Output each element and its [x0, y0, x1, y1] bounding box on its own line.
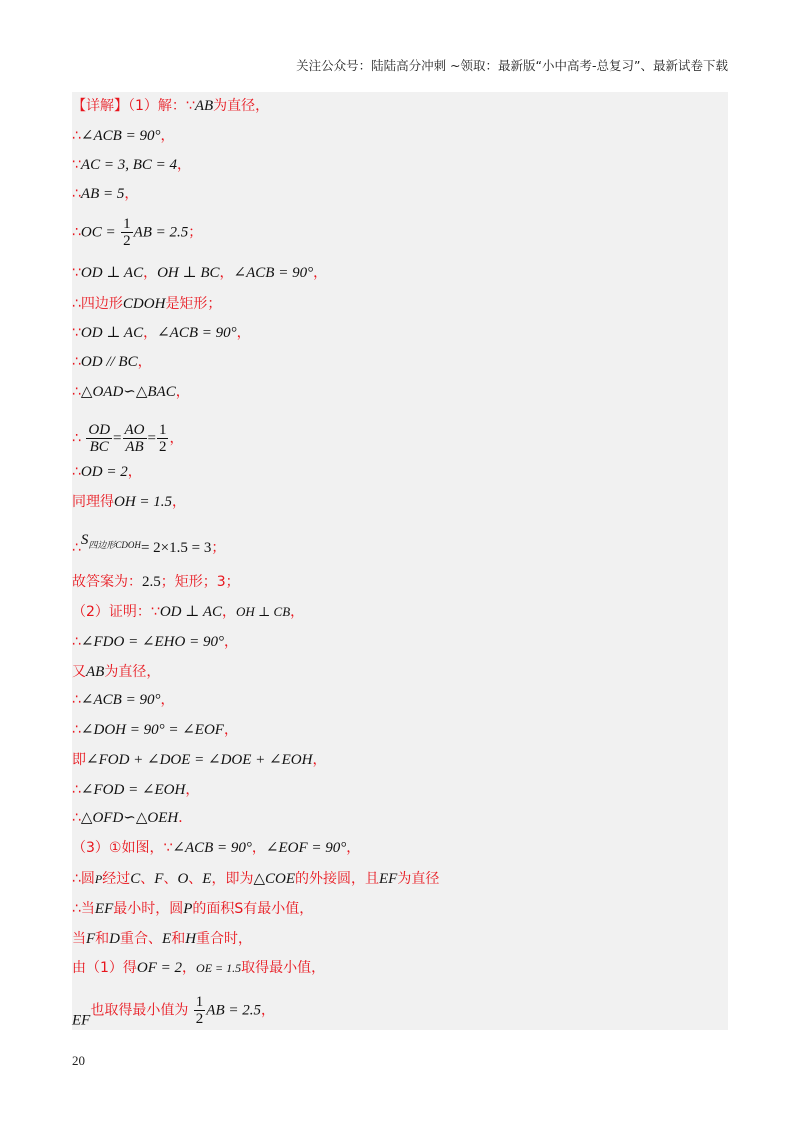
math: ∠DOH = 90° = ∠EOF — [80, 722, 224, 738]
text: ， — [222, 604, 237, 620]
math: OF = 2 — [136, 960, 183, 976]
math: OH ⊥ BC — [157, 265, 220, 281]
text: ， — [313, 265, 328, 281]
math: AB — [86, 664, 105, 680]
math: = 2×1.5 = 3 — [140, 540, 212, 556]
math: ∠ACB = 90° — [80, 128, 161, 144]
text: 取得最小值， — [241, 960, 326, 976]
math: OD ⊥ AC — [159, 604, 223, 620]
math: OC = — [80, 224, 116, 241]
line-4 — [72, 184, 722, 204]
text: 、 — [163, 871, 178, 887]
text: 为直径， — [104, 664, 161, 680]
math: OD ⊥ AC — [80, 265, 144, 281]
text: ． — [178, 810, 193, 826]
math: O — [177, 871, 189, 887]
text: 、 — [140, 871, 155, 887]
line-11 — [72, 422, 722, 455]
math: AC = 3, BC = 4 — [80, 157, 178, 173]
text: ， — [175, 384, 190, 400]
text: ， — [160, 692, 175, 708]
line-29 — [72, 994, 722, 1031]
math: OE = 1.5 — [196, 961, 242, 975]
math: ∠ACB = 90° — [233, 265, 314, 281]
text: 和 — [95, 931, 110, 947]
text: 的面积S有最小值， — [192, 901, 314, 917]
text: ；矩形；3； — [160, 574, 240, 590]
math: E — [202, 871, 212, 887]
text: ， — [312, 752, 327, 768]
text: ； — [211, 540, 226, 556]
because-symbol: ∵ — [72, 265, 81, 281]
text: ， — [251, 840, 266, 856]
math: ∠FOD + ∠DOE = ∠DOE + ∠EOH — [86, 752, 313, 768]
text: 是矩形； — [165, 296, 222, 312]
math: △OFD∽△OEH — [80, 810, 179, 826]
math: C — [130, 871, 141, 887]
text: （2）证明： — [72, 604, 151, 620]
text: ， — [172, 494, 187, 510]
line-27 — [72, 929, 722, 949]
therefore-symbol: ∴ — [72, 692, 81, 708]
line-1 — [72, 96, 722, 116]
math: H — [185, 931, 197, 947]
math: OD // BC — [80, 354, 138, 370]
text: ， — [346, 840, 361, 856]
math: D — [109, 931, 121, 947]
because-symbol: ∵ — [72, 157, 81, 173]
math: AB — [194, 98, 214, 114]
math: OD = 2 — [80, 464, 128, 480]
math: AB = 2.5 — [206, 1002, 261, 1019]
math: EF — [72, 1012, 91, 1029]
therefore-symbol: ∴ — [72, 782, 81, 798]
math: OH ⊥ CB — [236, 604, 291, 619]
text: ， — [160, 128, 175, 144]
line-24 — [72, 838, 722, 858]
page-header: 关注公众号：陆陆高分冲刺 ~领取：最新版“小中高考-总复习”、最新试卷下载 — [296, 58, 728, 73]
text: ， — [236, 325, 251, 341]
therefore-symbol: ∴ — [72, 224, 81, 241]
math: OH = 1.5 — [114, 494, 173, 510]
text: 由（1）得 — [72, 960, 137, 976]
math: ∠ACB = 90° — [172, 840, 252, 856]
text: ， — [185, 782, 200, 798]
because-symbol: ∵ — [150, 604, 160, 620]
math: AB = 5 — [80, 186, 125, 202]
therefore-symbol: ∴ — [72, 810, 81, 826]
line-17 — [72, 632, 722, 652]
line-7 — [72, 294, 722, 314]
because-symbol: ∵ — [185, 98, 195, 114]
detail-label: 【详解】（1）解： — [72, 98, 186, 114]
page-number: 20 — [72, 1053, 85, 1068]
line-5 — [72, 216, 722, 249]
text: ， — [143, 325, 158, 341]
text: ， — [260, 1002, 275, 1019]
line-28 — [72, 958, 722, 978]
text: 重合时， — [196, 931, 253, 947]
text: ， — [182, 960, 197, 976]
text: （3）①如图， — [72, 840, 164, 856]
text: 又 — [72, 664, 86, 680]
line-23 — [72, 808, 722, 828]
line-2 — [72, 126, 722, 146]
math: F — [86, 931, 96, 947]
text: ， — [124, 186, 139, 202]
fraction: $\frac{1}{2}$ — [195, 994, 204, 1027]
text: ， — [143, 265, 158, 281]
line-19 — [72, 690, 722, 710]
math: P — [183, 901, 193, 917]
fraction: $\frac{1}{2}$ — [158, 422, 167, 455]
math: F — [154, 871, 164, 887]
math: △OAD∽△BAC — [80, 384, 176, 400]
math: ∠ACB = 90° — [80, 692, 161, 708]
text: ∴当 — [72, 901, 95, 917]
fraction: $\frac{1}{2}$ — [123, 216, 131, 249]
line-15 — [72, 572, 722, 592]
because-symbol: ∵ — [163, 840, 173, 856]
text: 重合、 — [120, 931, 163, 947]
text: 当 — [72, 931, 86, 947]
subscript: 四边形CDOH — [88, 540, 141, 550]
therefore-symbol: ∴ — [72, 384, 81, 400]
text: ； — [188, 224, 203, 241]
math: S — [80, 532, 89, 548]
line-8 — [72, 323, 722, 343]
math: △COE — [253, 871, 296, 887]
text: 即 — [72, 752, 86, 768]
fraction: $\frac{OD}{BC}$ — [88, 422, 111, 455]
math: ∠EOF = 90° — [265, 840, 347, 856]
math: ∠FDO = ∠EHO = 90° — [80, 634, 224, 650]
text: ∴四边形 — [72, 296, 123, 312]
line-14 — [72, 530, 722, 558]
therefore-symbol: ∴ — [72, 430, 81, 447]
line-10 — [72, 382, 722, 402]
line-16 — [72, 602, 722, 622]
line-21 — [72, 750, 722, 770]
text: 同理得 — [72, 494, 114, 510]
therefore-symbol: ∴ — [72, 540, 81, 556]
therefore-symbol: ∴ — [72, 186, 81, 202]
text: ， — [127, 464, 142, 480]
therefore-symbol: ∴ — [72, 464, 81, 480]
math: ∠FOD = ∠EOH — [80, 782, 186, 798]
text: 故答案为： — [72, 574, 142, 590]
math: ∠ACB = 90° — [157, 325, 237, 341]
because-symbol: ∵ — [72, 325, 81, 341]
math: P — [94, 872, 103, 886]
text: ，即为 — [211, 871, 254, 887]
text: ， — [219, 265, 234, 281]
text: ， — [177, 157, 192, 173]
math: OD ⊥ AC — [80, 325, 144, 341]
therefore-symbol: ∴ — [72, 722, 81, 738]
line-22 — [72, 780, 722, 800]
math: 2.5 — [142, 574, 161, 590]
line-9 — [72, 352, 722, 372]
text: ， — [223, 722, 238, 738]
line-3 — [72, 155, 722, 175]
text: 经过 — [102, 871, 131, 887]
text: ， — [290, 604, 305, 620]
line-12 — [72, 462, 722, 482]
text: 和 — [171, 931, 186, 947]
text: ， — [137, 354, 152, 370]
line-13 — [72, 492, 722, 512]
therefore-symbol: ∴ — [72, 354, 81, 370]
math: = — [147, 430, 156, 447]
text: 为直径， — [213, 98, 270, 114]
math: EF — [94, 901, 114, 917]
therefore-symbol: ∴ — [72, 634, 81, 650]
line-26 — [72, 899, 722, 919]
text: 也取得最小值为 — [90, 1002, 189, 1019]
text: ， — [223, 634, 238, 650]
math: AB = 2.5 — [133, 224, 189, 241]
text: 为直径 — [397, 871, 440, 887]
line-18 — [72, 662, 722, 682]
text: ∴圆 — [72, 871, 95, 887]
math: E — [162, 931, 172, 947]
math: = — [113, 430, 122, 447]
therefore-symbol: ∴ — [72, 128, 81, 144]
line-25 — [72, 869, 722, 889]
text: 、 — [188, 871, 203, 887]
line-20 — [72, 720, 722, 740]
line-6 — [72, 263, 722, 283]
math: CDOH — [122, 296, 166, 312]
solution-panel — [72, 92, 728, 1030]
text: 的外接圆，且 — [295, 871, 380, 887]
text: ， — [169, 430, 184, 447]
text: 最小时，圆 — [113, 901, 184, 917]
math: EF — [379, 871, 398, 887]
fraction: $\frac{AO}{AB}$ — [124, 422, 145, 455]
